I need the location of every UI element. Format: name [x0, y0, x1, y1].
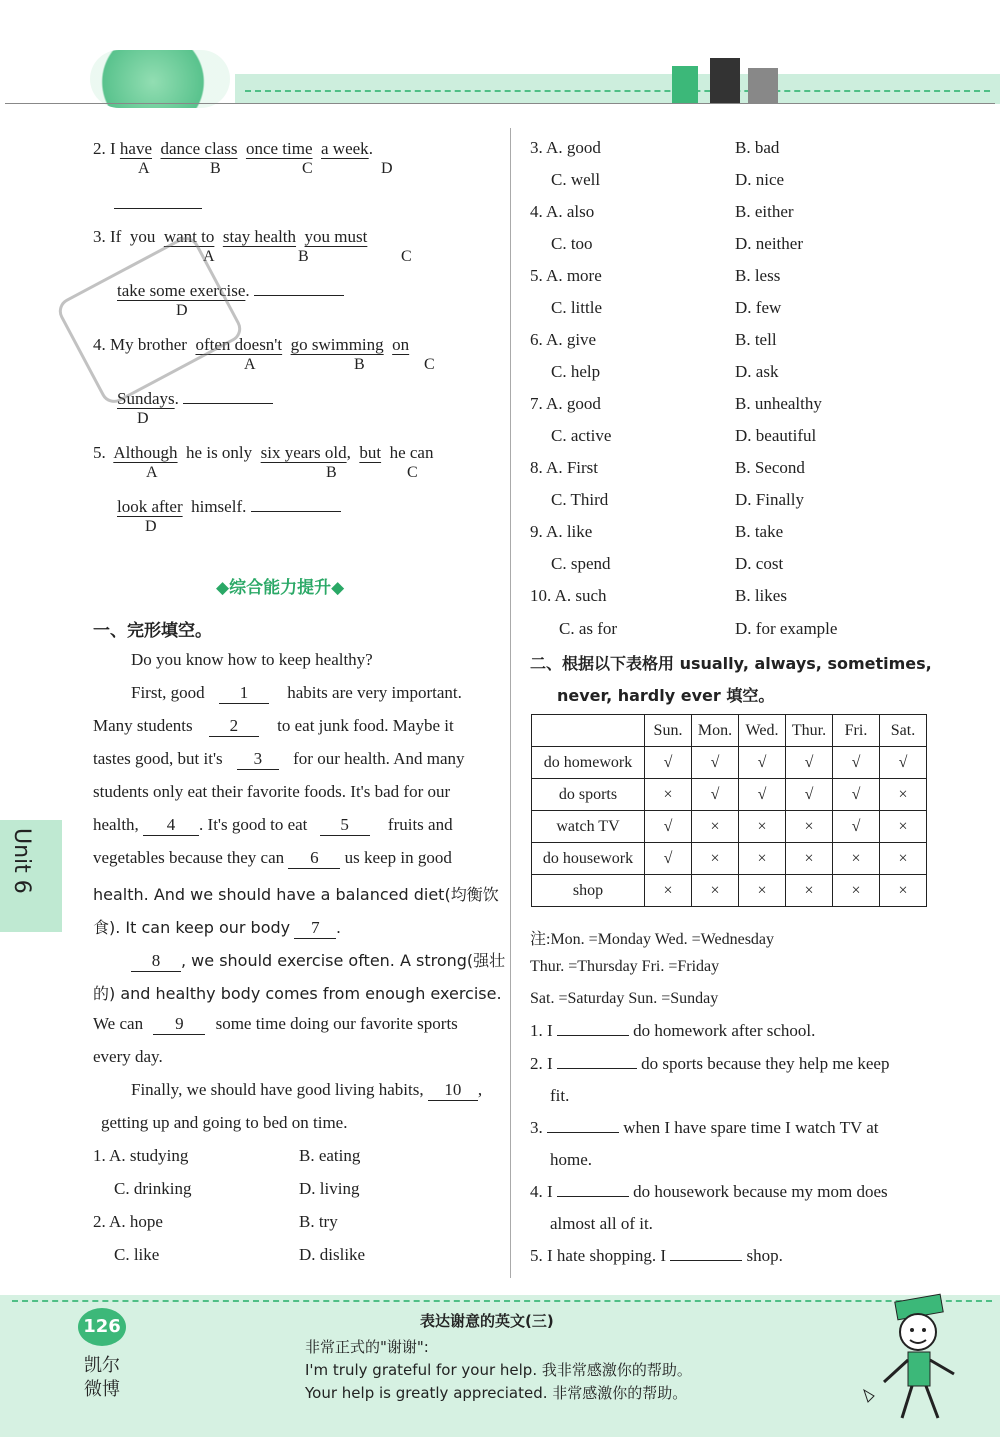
- table-cell: √: [739, 779, 786, 811]
- option-5d[interactable]: D. few: [735, 298, 782, 317]
- table-cell: ×: [692, 875, 739, 907]
- q3-part-b: stay health: [222, 227, 297, 246]
- table-cell: √: [833, 811, 880, 843]
- answer-blank-q2[interactable]: [114, 194, 202, 209]
- letter-d: D: [137, 410, 149, 427]
- header-dashed-line: [245, 90, 990, 92]
- table-cell: √: [786, 747, 833, 779]
- q4-part-a: often doesn't: [195, 335, 283, 354]
- option-6c[interactable]: C. help: [551, 362, 601, 381]
- table-cell: √: [692, 747, 739, 779]
- table-header-day: Sun.: [645, 715, 692, 747]
- option-8b[interactable]: B. Second: [735, 458, 805, 477]
- option-4c[interactable]: C. too: [551, 234, 593, 253]
- letter-b: B: [298, 248, 309, 265]
- option-3a[interactable]: 3. A. good: [530, 138, 601, 157]
- option-7c[interactable]: C. active: [551, 426, 612, 445]
- option-3c[interactable]: C. well: [551, 170, 601, 189]
- option-8c[interactable]: C. Third: [551, 490, 609, 509]
- answer-blank-q4[interactable]: [183, 389, 273, 404]
- option-1b[interactable]: B. eating: [299, 1146, 361, 1165]
- q5-part-b: six years old: [260, 443, 347, 462]
- option-10a[interactable]: 10. A. such: [530, 586, 607, 605]
- cloze-blank-5[interactable]: 5: [320, 815, 370, 836]
- table-cell: ×: [833, 843, 880, 875]
- option-1c[interactable]: C. drinking: [114, 1179, 192, 1198]
- cloze-blank-8[interactable]: 8: [131, 951, 181, 972]
- table-cell: √: [880, 747, 927, 779]
- letter-d: D: [176, 302, 188, 319]
- table-row: [532, 843, 927, 875]
- table-cell: ×: [645, 779, 692, 811]
- letter-b: B: [210, 160, 221, 177]
- cloze-blank-4[interactable]: 4: [143, 815, 199, 836]
- table-cell: √: [786, 779, 833, 811]
- table-cell: ×: [833, 875, 880, 907]
- table-cell: √: [645, 843, 692, 875]
- table-header-day: Sat.: [880, 715, 927, 747]
- unit-label: Unit 6: [9, 828, 34, 894]
- option-2a[interactable]: 2. A. hope: [93, 1212, 163, 1231]
- table-cell: √: [645, 747, 692, 779]
- option-6b[interactable]: B. tell: [735, 330, 777, 349]
- footer-title: 表达谢意的英文(三): [420, 1312, 554, 1330]
- q5-part-c: but: [359, 443, 382, 462]
- activity-name: do housework: [532, 843, 645, 875]
- q4-part-d: Sundays: [117, 389, 175, 408]
- column-divider: [510, 128, 511, 1278]
- cloze-blank-3[interactable]: 3: [237, 749, 279, 770]
- letter-c: C: [424, 356, 435, 373]
- answer-blank-s3[interactable]: [547, 1118, 619, 1133]
- section-title: ◆综合能力提升◆: [216, 578, 345, 598]
- cartoon-boy-icon: [856, 1290, 976, 1430]
- table-cell: ×: [880, 811, 927, 843]
- cloze-blank-2[interactable]: 2: [209, 716, 259, 737]
- brand-label: 凯尔 微博: [84, 1355, 120, 1400]
- letter-b: B: [326, 464, 337, 481]
- letter-a: A: [244, 356, 256, 373]
- q2-part-d: a week: [321, 139, 369, 158]
- option-5b[interactable]: B. less: [735, 266, 781, 285]
- q4-part-b: go swimming: [290, 335, 384, 354]
- activity-table: [531, 714, 927, 907]
- option-9b[interactable]: B. take: [735, 522, 784, 541]
- cloze-blank-1[interactable]: 1: [219, 683, 269, 704]
- option-8d[interactable]: D. Finally: [735, 490, 804, 509]
- activity-name: watch TV: [532, 811, 645, 843]
- footer-dashed-line: [12, 1300, 992, 1302]
- option-2d[interactable]: D. dislike: [299, 1245, 366, 1264]
- option-6d[interactable]: D. ask: [735, 362, 779, 381]
- task2-heading-line2: never, hardly ever 填空。: [557, 686, 775, 705]
- option-4b[interactable]: B. either: [735, 202, 794, 221]
- answer-blank-s1[interactable]: [557, 1021, 629, 1036]
- table-cell: ×: [786, 875, 833, 907]
- cloze-heading: 一、完形填空。: [93, 621, 212, 641]
- letter-d: D: [381, 160, 393, 177]
- table-cell: √: [692, 779, 739, 811]
- option-9d[interactable]: D. cost: [735, 554, 784, 573]
- q3-part-a: want to: [163, 227, 215, 246]
- q2-part-b: dance class: [160, 139, 238, 158]
- table-cell: ×: [739, 811, 786, 843]
- letter-d: D: [145, 518, 157, 535]
- table-cell: ×: [692, 843, 739, 875]
- answer-blank-s4[interactable]: [557, 1182, 629, 1197]
- table-header-day: Fri.: [833, 715, 880, 747]
- letter-c: C: [407, 464, 418, 481]
- header-band: [235, 74, 1000, 104]
- table-header-day: Wed.: [739, 715, 786, 747]
- q5-part-d: look after: [117, 497, 183, 516]
- q2-part-c: once time: [245, 139, 313, 158]
- cloze-blank-9[interactable]: 9: [153, 1014, 205, 1035]
- option-9c[interactable]: C. spend: [551, 554, 611, 573]
- option-8a[interactable]: 8. A. First: [530, 458, 599, 477]
- q3-part-d: take some exercise: [117, 281, 246, 300]
- option-7b[interactable]: B. unhealthy: [735, 394, 822, 413]
- letter-a: A: [203, 248, 215, 265]
- table-cell: ×: [739, 843, 786, 875]
- footer-line: 非常正式的"谢谢":: [305, 1338, 429, 1356]
- table-cell: ×: [786, 811, 833, 843]
- q2-part-a: have: [119, 139, 153, 158]
- table-cell: ×: [692, 811, 739, 843]
- table-cell: √: [645, 811, 692, 843]
- option-3d[interactable]: D. nice: [735, 170, 785, 189]
- option-10b[interactable]: B. likes: [735, 586, 787, 605]
- table-row: [532, 875, 927, 907]
- stamp-image: [54, 232, 246, 408]
- table-header-row: [532, 715, 927, 747]
- cloze-blank-7[interactable]: 7: [294, 918, 336, 939]
- header-rule: [5, 103, 995, 104]
- option-10d[interactable]: D. for example: [735, 619, 838, 638]
- table-cell: ×: [880, 779, 927, 811]
- option-4a[interactable]: 4. A. also: [530, 202, 595, 221]
- buildings-icon: [672, 48, 780, 104]
- abbrev-note: 注:Mon. =Monday Wed. =Wednesday: [530, 931, 775, 948]
- option-5c[interactable]: C. little: [551, 298, 602, 317]
- table-cell: ×: [880, 875, 927, 907]
- option-6a[interactable]: 6. A. give: [530, 330, 597, 349]
- letter-b: B: [354, 356, 365, 373]
- table-cell: √: [833, 779, 880, 811]
- answer-blank-s2[interactable]: [557, 1054, 637, 1069]
- option-1a[interactable]: 1. A. studying: [93, 1146, 189, 1165]
- table-cell: ×: [880, 843, 927, 875]
- letter-a: A: [138, 160, 150, 177]
- table-row: [532, 747, 927, 779]
- footer-line: Your help is greatly appreciated. 非常感激你的帮助。: [305, 1384, 688, 1402]
- table-header-empty: [532, 715, 645, 747]
- table-header-day: Thur.: [786, 715, 833, 747]
- option-2c[interactable]: C. like: [114, 1245, 160, 1264]
- table-cell: ×: [739, 875, 786, 907]
- answer-blank-q3[interactable]: [254, 281, 344, 296]
- option-5a[interactable]: 5. A. more: [530, 266, 602, 285]
- cloze-blank-6[interactable]: 6: [288, 848, 340, 869]
- option-2b[interactable]: B. try: [299, 1212, 338, 1231]
- option-9a[interactable]: 9. A. like: [530, 522, 593, 541]
- activity-name: do homework: [532, 747, 645, 779]
- table-cell: ×: [786, 843, 833, 875]
- letter-c: C: [302, 160, 313, 177]
- q3-part-c: you must: [304, 227, 368, 246]
- header-logo-decoration: [90, 50, 230, 108]
- answer-blank-q5[interactable]: [251, 497, 341, 512]
- letter-c: C: [401, 248, 412, 265]
- option-7a[interactable]: 7. A. good: [530, 394, 601, 413]
- abbrev-note: Sat. =Saturday Sun. =Sunday: [530, 990, 719, 1007]
- option-10c[interactable]: C. as for: [559, 619, 618, 638]
- activity-name: do sports: [532, 779, 645, 811]
- answer-blank-s5[interactable]: [670, 1246, 742, 1261]
- table-cell: ×: [645, 875, 692, 907]
- footer-line: I'm truly grateful for your help. 我非常感激你的帮助。: [305, 1361, 692, 1379]
- q5-part-a: Although: [113, 443, 178, 462]
- cloze-blank-10[interactable]: 10: [428, 1080, 478, 1101]
- option-4d[interactable]: D. neither: [735, 234, 803, 253]
- q4-part-c: on: [392, 335, 410, 354]
- letter-a: A: [146, 464, 158, 481]
- page-number: 126: [78, 1308, 126, 1346]
- option-7d[interactable]: D. beautiful: [735, 426, 817, 445]
- table-header-day: Mon.: [692, 715, 739, 747]
- option-1d[interactable]: D. living: [299, 1179, 360, 1198]
- activity-name: shop: [532, 875, 645, 907]
- table-cell: √: [739, 747, 786, 779]
- table-cell: √: [833, 747, 880, 779]
- option-3b[interactable]: B. bad: [735, 138, 780, 157]
- table-row: [532, 811, 927, 843]
- task2-heading-line1: 二、根据以下表格用 usually, always, sometimes,: [530, 654, 932, 673]
- abbrev-note: Thur. =Thursday Fri. =Friday: [530, 958, 720, 975]
- table-row: [532, 779, 927, 811]
